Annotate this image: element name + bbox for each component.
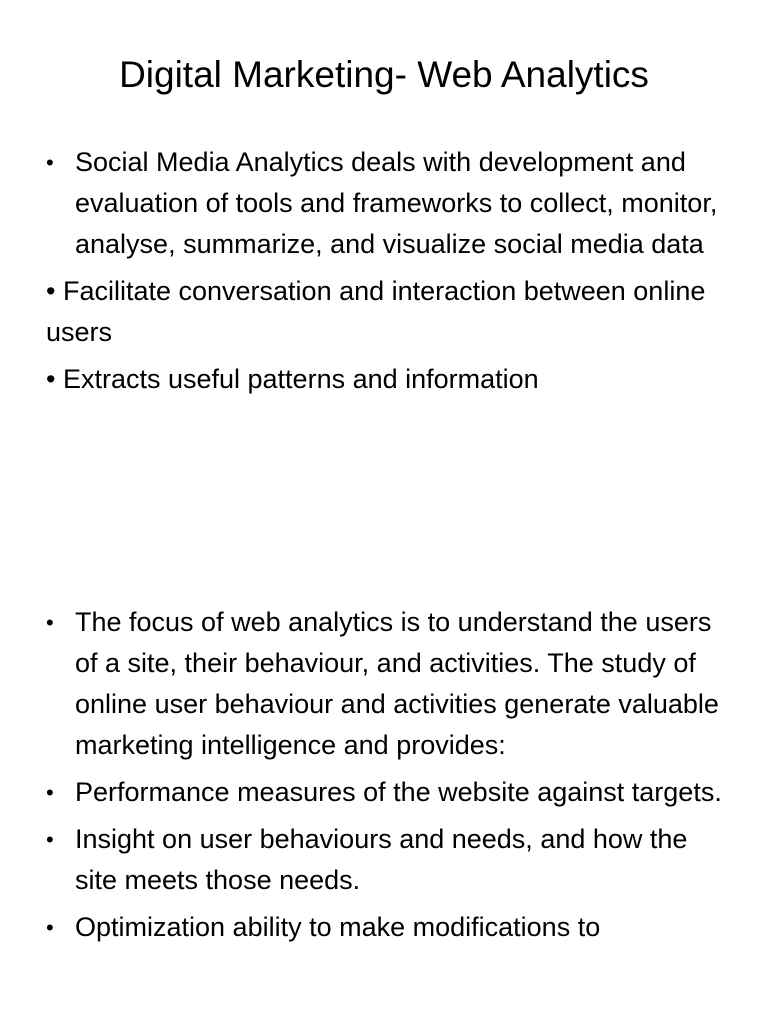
bullet-text: Performance measures of the website against targets.: [75, 777, 722, 807]
bullet-dot-icon: •: [46, 150, 54, 175]
bullet-dot-icon: •: [46, 780, 54, 805]
bullet-text: Social Media Analytics deals with development and evaluation of tools and frameworks to collect, monitor, analyse, summarize, and visualize social media data: [75, 147, 718, 259]
bullet-dot-icon: •: [46, 915, 54, 940]
bullet-item: [46, 772, 736, 813]
slide-title: Digital Marketing- Web Analytics: [119, 54, 649, 95]
bullet-text: The focus of web analytics is to understand the users of a site, their behaviour, and activities. The study of online user behaviour and activities generate valuable marketing intelligence and provides:: [75, 607, 719, 760]
bullet-item: [46, 907, 736, 948]
bullet-item: [46, 602, 736, 766]
bullet-dot-icon: •: [46, 827, 54, 852]
top-bullet-section: [46, 142, 736, 406]
bottom-bullet-section: [46, 602, 736, 954]
bullet-dot-icon: •: [46, 610, 54, 635]
plain-bullet-line: • Extracts useful patterns and information: [46, 364, 539, 394]
bullet-text: Insight on user behaviours and needs, and how the site meets those needs.: [75, 824, 688, 895]
plain-bullet-line: • Facilitate conversation and interaction between online users: [46, 276, 706, 347]
bullet-text: Optimization ability to make modifications to: [75, 912, 601, 942]
bullet-item: [46, 819, 736, 901]
bullet-item: [46, 142, 736, 265]
